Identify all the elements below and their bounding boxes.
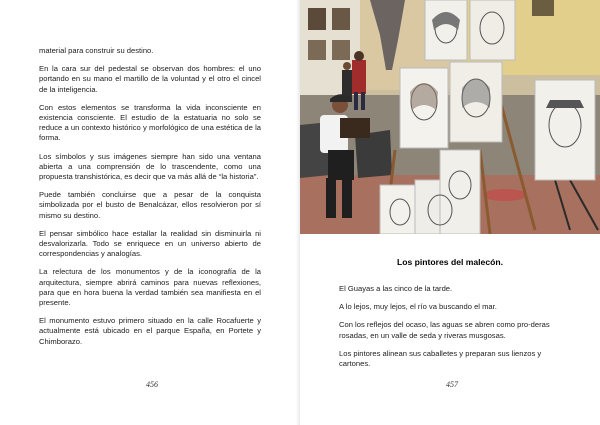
right-page-text xyxy=(339,284,564,377)
paragraph: La relectura de los monumentos y de la iconografía de la arquitectura, siempre abrirá caminos para nuevas reflexiones, para que en hora buena la verdad también sea manifiesta en el presente. xyxy=(39,267,261,308)
paragraph: En la cara sur del pedestal se observan dos hombres: el uno portando en su mano el martillo de la voluntad y el otro el cincel de la inteligencia. xyxy=(39,64,261,94)
paragraph: El pensar simbólico hace estallar la realidad sin disminuirla ni desvalorizarla. Todo se enriquece en un universo abierto de correspondencias y analogías. xyxy=(39,228,261,259)
right-page xyxy=(300,0,600,425)
paragraph: Los pintores alinean sus caballetes y preparan sus lienzos y cartones. xyxy=(339,348,542,369)
left-page-text xyxy=(39,46,261,355)
paragraph: Puede también concluirse que a pesar de la conquista simbolizada por el busto de Benalcázar, ellos resolvieron por sí mismo su destino. xyxy=(39,190,261,220)
paragraph: A lo lejos, muy lejos, el río va buscando el mar. xyxy=(339,302,497,312)
paragraph: Con los reflejos del ocaso, las aguas se abren como pro-deras rosadas, en un valle de seda y riveras musgosas. xyxy=(339,320,550,340)
street-artist-photo xyxy=(300,0,600,234)
paragraph: Los símbolos y sus imágenes siempre han sido una ventana abierta a una comprensión de lo trascendente, como una propuesta transhistórica, es decir que va más allá de “la historia”. xyxy=(39,151,261,182)
paragraph: Con estos elementos se transforma la vida inconsciente en existencia consciente. El estudio de la estatuaria no solo se reduce a un contexto histórico y morfológico de una estética de la forma. xyxy=(39,102,261,143)
paragraph: material para construir su destino. xyxy=(39,46,154,55)
page-number-right: 457 xyxy=(446,380,458,389)
paragraph: El monumento estuvo primero situado en la calle Rocafuerte y actualmente está ubicado en el parque España, en Portete y Chimborazo. xyxy=(39,316,261,346)
paragraph: El Guayas a las cinco de la tarde. xyxy=(339,284,453,293)
section-title: Los pintores del malecón. xyxy=(396,257,503,267)
page-number-left: 456 xyxy=(146,380,158,389)
